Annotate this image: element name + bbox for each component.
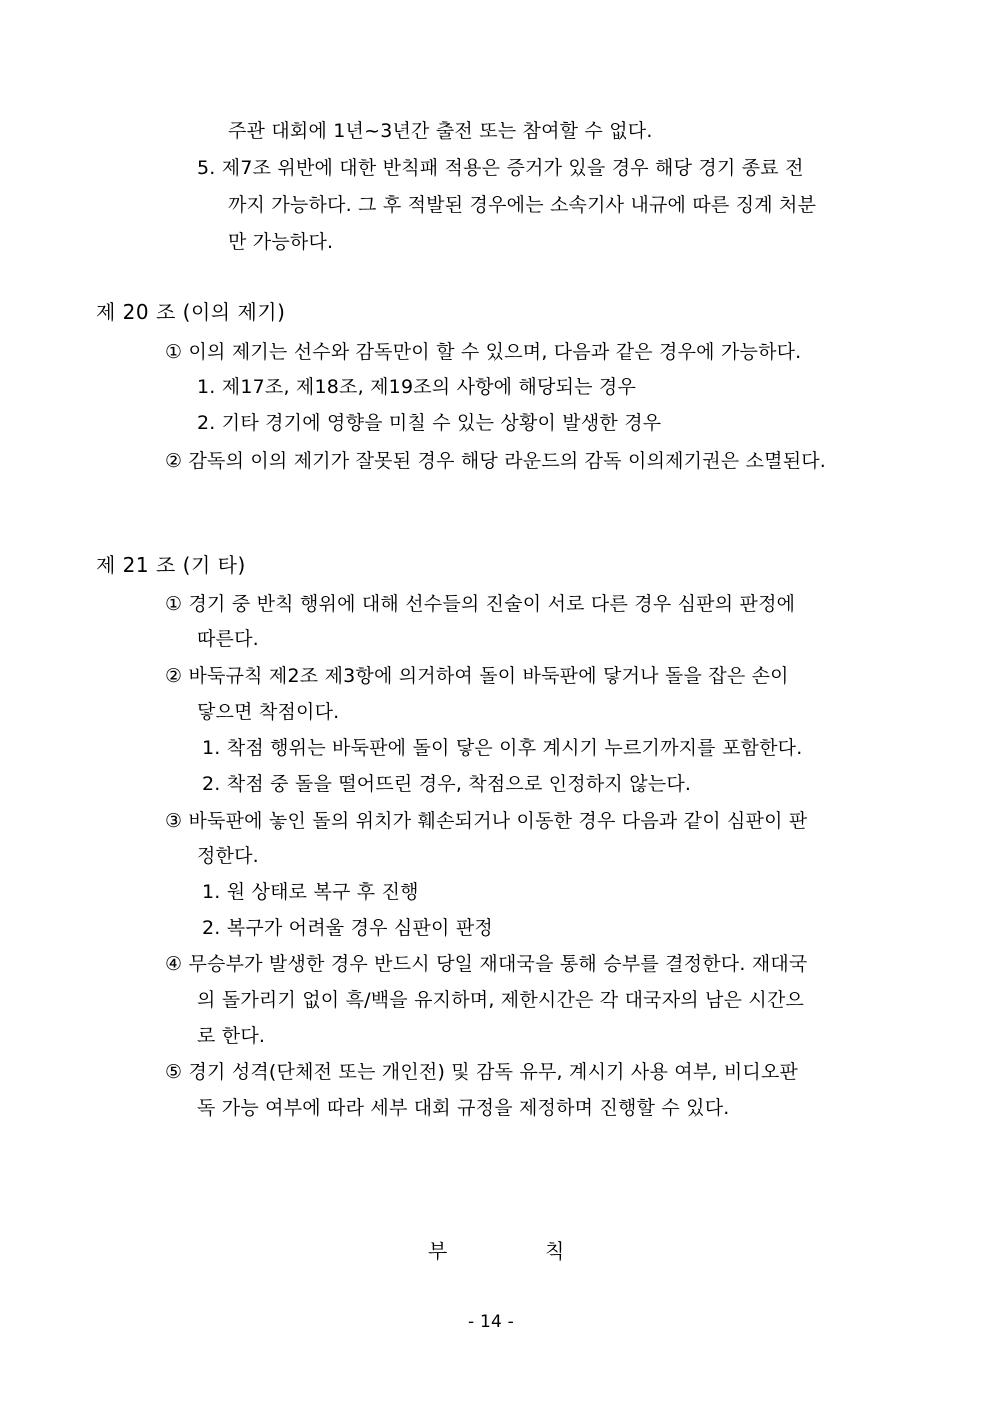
article-21-heading: 제 21 조 (기 타) bbox=[96, 553, 246, 577]
art20-clause-1-item-1: 1. 제17조, 제18조, 제19조의 사항에 해당되는 경우 bbox=[197, 376, 637, 398]
art20-clause-2: ② 감독의 이의 제기가 잘못된 경우 해당 라운드의 감독 이의제기권은 소멸된다. bbox=[165, 450, 827, 472]
art21-clause-2-item-1: 1. 착점 행위는 바둑판에 돌이 닿은 이후 계시기 누르기까지를 포함한다. bbox=[202, 737, 803, 759]
art21-clause-3-item-1: 1. 원 상태로 복구 후 진행 bbox=[202, 881, 419, 903]
art21-clause-1-line-1: ① 경기 중 반칙 행위에 대해 선수들의 진술이 서로 다른 경우 심판의 판정에 bbox=[165, 593, 796, 615]
art19-item5-line2: 까지 가능하다. 그 후 적발된 경우에는 소속기사 내규에 따른 징계 처분 bbox=[228, 194, 817, 216]
page-number: - 14 - bbox=[468, 1312, 514, 1332]
art21-clause-5-line-2: 독 가능 여부에 따라 세부 대회 규정을 제정하며 진행할 수 있다. bbox=[197, 1097, 730, 1119]
art21-clause-4-line-2: 의 돌가리기 없이 흑/백을 유지하며, 제한시간은 각 대국자의 남은 시간으 bbox=[197, 989, 805, 1011]
art20-clause-1-item-2: 2. 기타 경기에 영향을 미칠 수 있는 상황이 발생한 경우 bbox=[197, 412, 662, 434]
appendix-title-right: 칙 bbox=[545, 1239, 565, 1263]
art21-clause-4-line-3: 로 한다. bbox=[197, 1025, 266, 1047]
art21-clause-3-item-2: 2. 복구가 어려울 경우 심판이 판정 bbox=[202, 917, 493, 939]
art19-item5-line1: 5. 제7조 위반에 대한 반칙패 적용은 증거가 있을 경우 해당 경기 종료 전 bbox=[197, 157, 804, 179]
art21-clause-2-item-2: 2. 착점 중 돌을 떨어뜨린 경우, 착점으로 인정하지 않는다. bbox=[202, 773, 692, 795]
art20-clause-1: ① 이의 제기는 선수와 감독만이 할 수 있으며, 다음과 같은 경우에 가능하다. bbox=[165, 341, 802, 363]
art21-clause-3-line-2: 정한다. bbox=[197, 845, 259, 867]
art21-clause-3-line-1: ③ 바둑판에 놓인 돌의 위치가 훼손되거나 이동한 경우 다음과 같이 심판이 판 bbox=[165, 810, 808, 832]
art21-clause-2-line-1: ② 바둑규칙 제2조 제3항에 의거하여 돌이 바둑판에 닿거나 돌을 잡은 손이 bbox=[165, 665, 789, 687]
art21-clause-4-line-1: ④ 무승부가 발생한 경우 반드시 당일 재대국을 통해 승부를 결정한다. 재대국 bbox=[165, 953, 808, 975]
art21-clause-2-line-2: 닿으면 착점이다. bbox=[197, 701, 340, 723]
appendix-title-left: 부 bbox=[428, 1239, 448, 1263]
art19-item5-line3: 만 가능하다. bbox=[228, 231, 334, 253]
article-20-heading: 제 20 조 (이의 제기) bbox=[96, 300, 286, 324]
art21-clause-5-line-1: ⑤ 경기 성격(단체전 또는 개인전) 및 감독 유무, 계시기 사용 여부, 비디오판 bbox=[165, 1061, 799, 1083]
art19-line-a: 주관 대회에 1년~3년간 출전 또는 참여할 수 없다. bbox=[228, 120, 653, 142]
art21-clause-1-line-2: 따른다. bbox=[197, 628, 259, 650]
